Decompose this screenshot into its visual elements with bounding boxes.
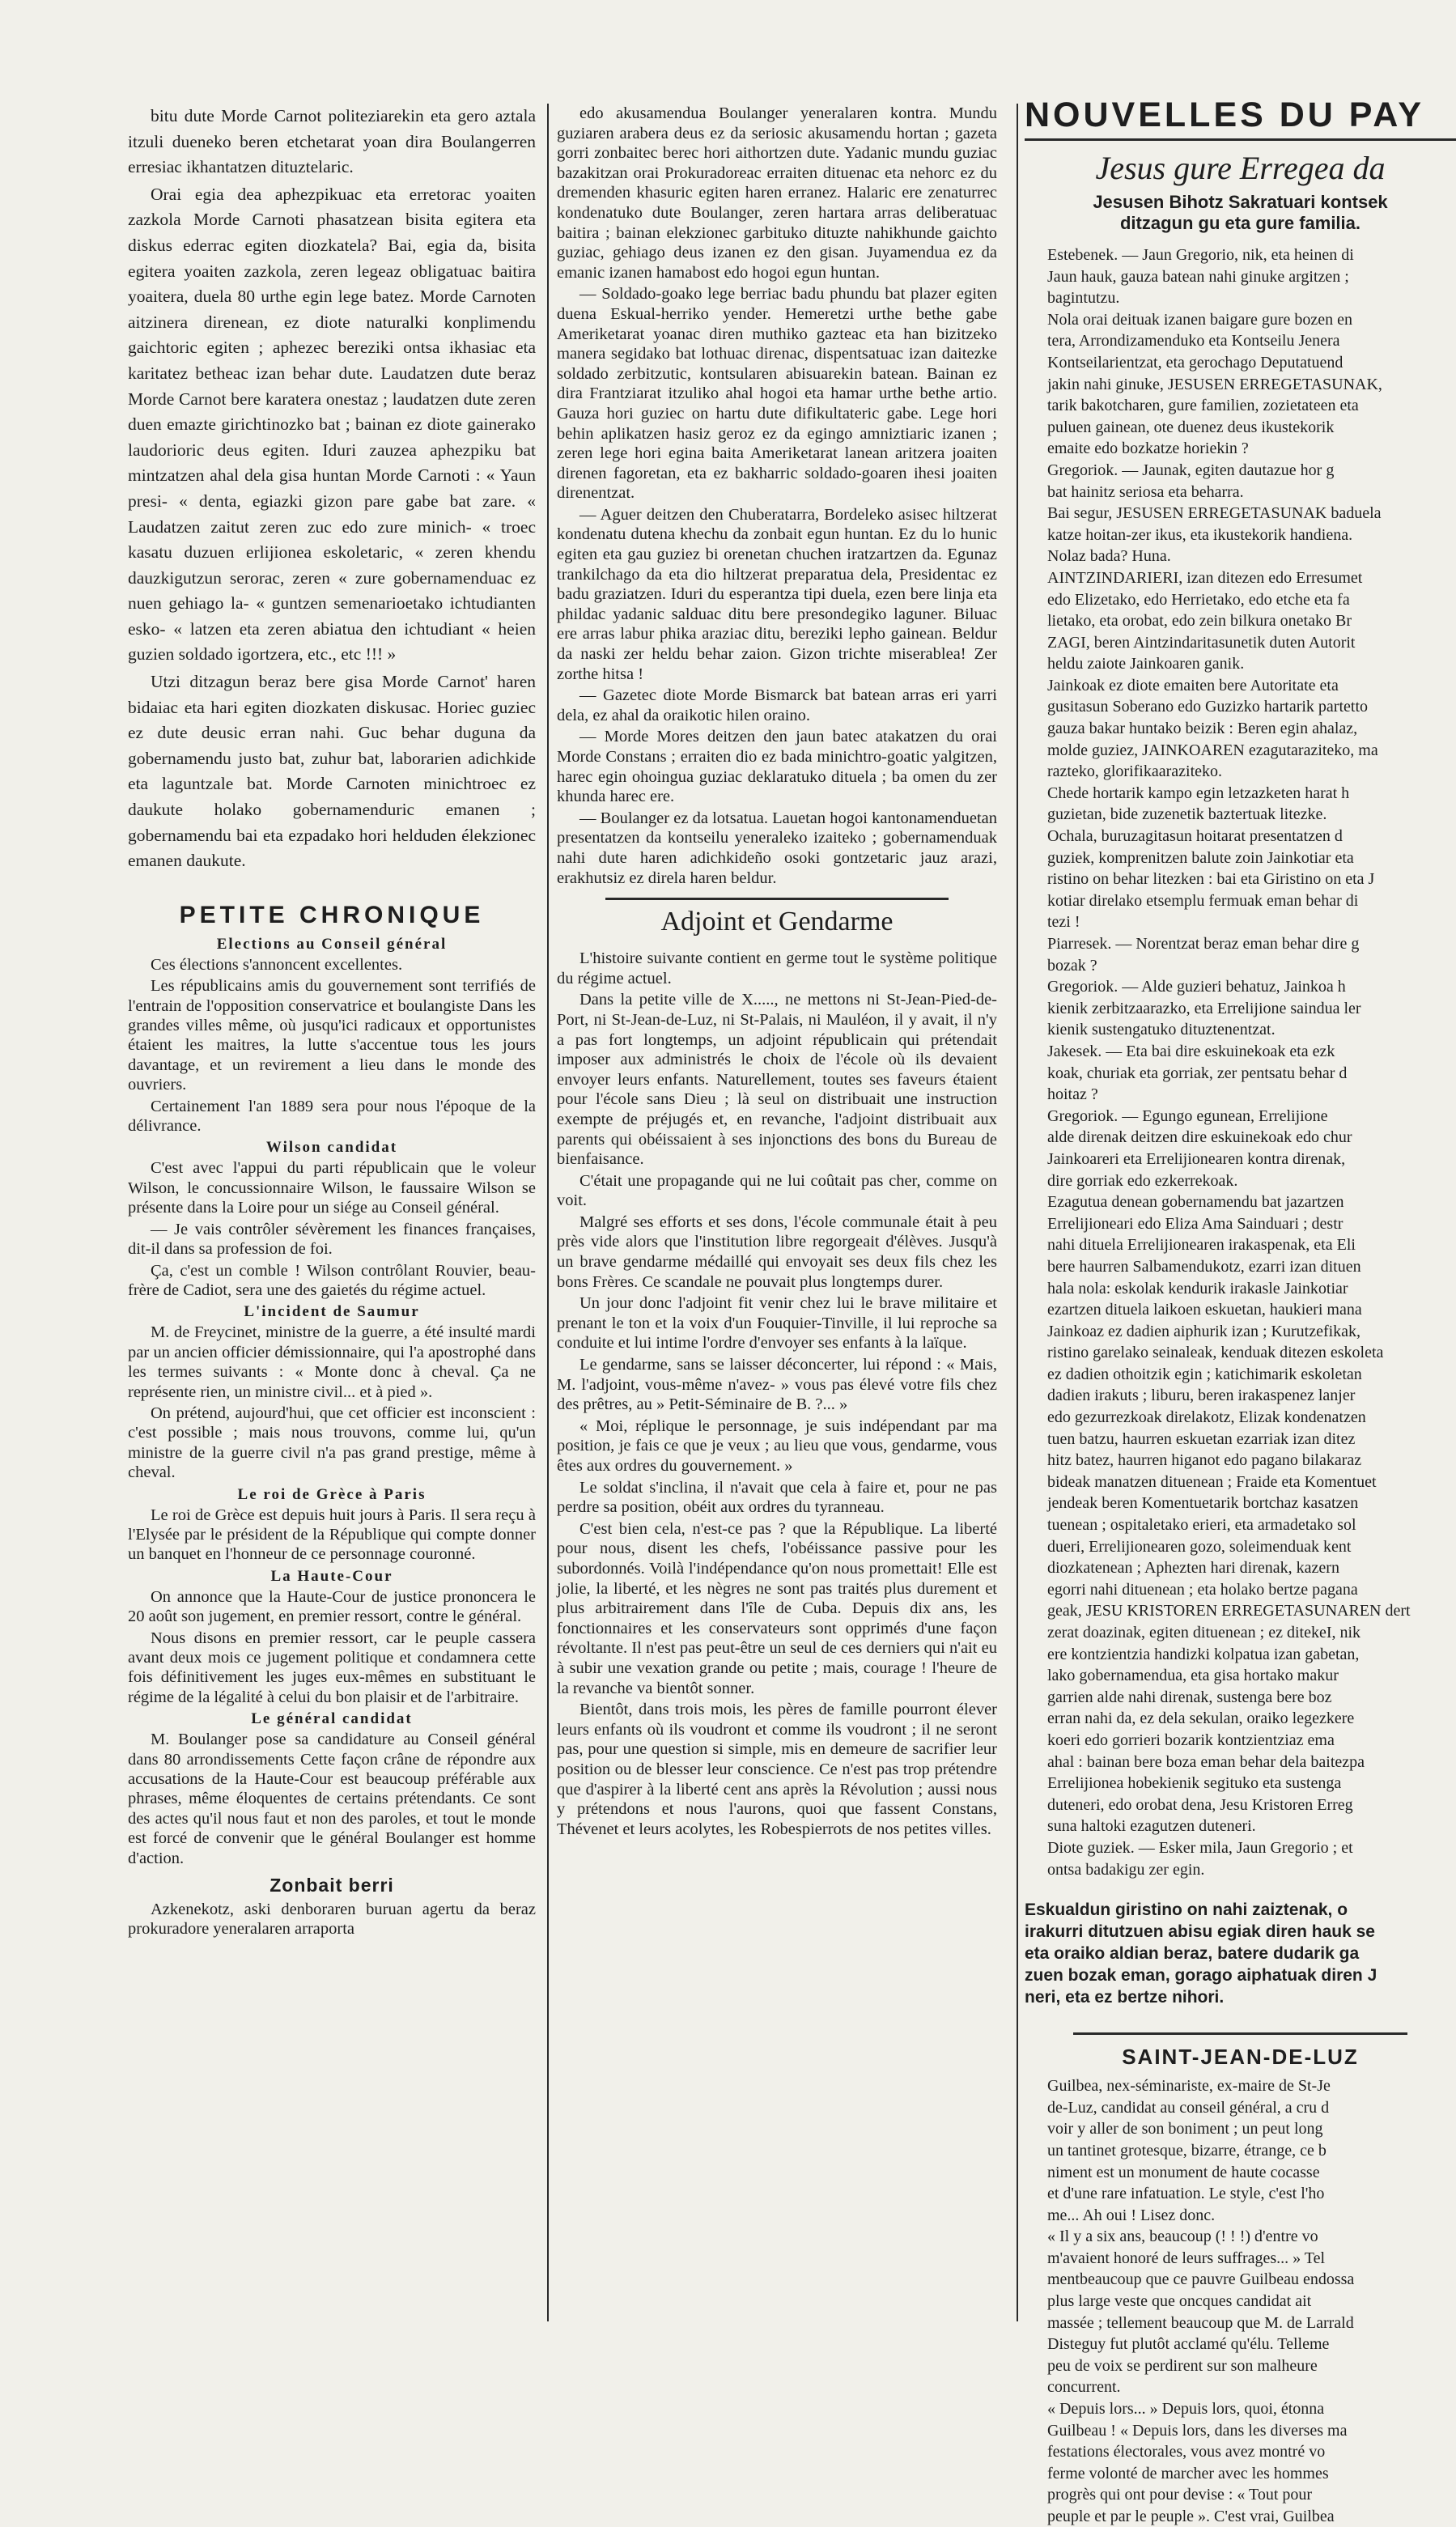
text-line: Chede hortarik kampo egin letzazketen harat h (1047, 784, 1350, 802)
text-line: massée ; tellement beaucoup que M. de Larrald (1047, 2313, 1354, 2332)
text-line: ristino garelako seinaleak, kenduak ditezen eskoleta (1047, 1344, 1384, 1362)
text-line: dire gorriak edo ezkerrekoak. (1047, 1171, 1238, 1190)
paragraph: Le soldat s'inclina, il n'avait que cela à faire et, pour ne pas perdre sa position, obéit aux ordres du tyranneau. (557, 1478, 997, 1517)
column-right (1025, 96, 1456, 2525)
text-line: progrès qui ont pour devise : « Tout pour (1047, 2486, 1313, 2504)
nouvelles-du-pays-banner: NOUVELLES DU PAY (1025, 96, 1456, 141)
text-line: jakin nahi ginuke, JESUSEN ERREGETASUNAK, (1047, 375, 1382, 393)
paragraph: — Boulanger ez da lotsatua. Lauetan hogoi kantonamenduetan presentatzen da kontseilu yeneraleko izaiteko ; gobernamenduak nahi dute haren adichkideño osoki gontzetaric jauz arazi, erakhutsiz ez direla haren beldur. (557, 809, 997, 887)
text-line: Nolaz bada? Huna. (1047, 547, 1171, 566)
section-heading: La Haute-Cour (270, 1567, 393, 1585)
section-divider (605, 898, 949, 900)
text-line: Jainkoak ez diote emaiten bere Autoritate eta (1047, 676, 1339, 694)
paragraph: Un jour donc l'adjoint fit venir chez lui le brave militaire et prenant le ton et la voix d'un Fouquier-Tinville, il lui reproche sa conduite et lui intime l'ordre d'envoyer ses enfants à la laïque. (557, 1294, 997, 1353)
text-line: tarik bakotcharen, gure familien, zozietateen eta (1047, 397, 1359, 415)
petite-chronique-title: PETITE CHRONIQUE (179, 901, 485, 928)
text-line: Gregoriok. — Jaunak, egiten dautazue hor g (1047, 461, 1335, 479)
text-line: garrien alde nahi direnak, sustenga bere boz (1047, 1688, 1332, 1706)
paragraph: Le roi de Grèce est depuis huit jours à Paris. Il sera reçu à l'Elysée par le président de la République qui compte donner un banquet en l'honneur de ce personnage couronné. (128, 1506, 536, 1564)
paragraph: — Aguer deitzen den Chuberatarra, Bordeleko asisec hiltzerat kondenatu dutena khechu da zonbait egun huntan. Ez du lo hunic egiten eta gau guziez bi orenetan chuchen iratzartzen da. Egunaz trankilchago da eta dio hiltzerat preparatua dela, Presidentac ez badu graziatzen. Iduri du esperantza tipi duela, ezen bere linja eta phildac yadanic salduac ditu bere presondegiko laguner. Biluac ere arras labur phika araziac ditu, bereziki lepho gainean. Beldur da naski zer heldu behar zaion. Gizon trichte miserablea! Zer zorthe hitsa ! (557, 505, 997, 683)
jesus-title: Jesus gure Erregea da (1095, 150, 1386, 186)
paragraph: C'est bien cela, n'est-ce pas ? que la République. La liberté pour nous, disent les chefs, l'obéissance passive pour les subordonnés. Voilà l'indépendance qu'on nous promettait! Elle est jolie, la liberté, et les nègres ne sont pas traités plus durement et plus arbitrairement dans l'île de Cuba. Depuis dix ans, les fonctionnaires et les conservateurs sont opprimés d'une façon révoltante. Il n'est pas peut-être un seul de ces derniers qui n'ait eu à subir une vexation grande ou petite ; mais, courage ! l'heure de la revanche va bientôt sonner. (557, 1519, 997, 1697)
paragraph: — Je vais contrôler sévèrement les finances françaises, dit-il dans sa profession de foi. (128, 1220, 536, 1259)
text-line: ristino on behar litezken : bai eta Giristino on eta J (1047, 870, 1375, 889)
text-line: emaite edo bozkatze horiekin ? (1047, 440, 1249, 458)
text-line: kienik zerbitzaarazko, eta Errelijione saindua ler (1047, 999, 1361, 1017)
text-line: Estebenek. — Jaun Gregorio, nik, eta heinen di (1047, 246, 1354, 264)
text-line: Jaun hauk, gauza batean nahi ginuke argitzen ; (1047, 267, 1349, 286)
text-line: et d'une rare infatuation. Le style, c'est l'ho (1047, 2185, 1325, 2203)
section-heading: Elections au Conseil général (216, 935, 448, 953)
text-line: dueri, Errelijionearen gozo, soleimenduak kent (1047, 1537, 1352, 1556)
text-line: Nola orai deituak izanen baigare gure bozen en (1047, 310, 1353, 329)
text-line: Errelijionea hobekienik segituko eta sustenga (1047, 1774, 1342, 1793)
text-line: tuen batzu, haurren eskuetan ezarriak izan ditez (1047, 1429, 1356, 1448)
zonbait-berri-title: Zonbait berri (270, 1875, 394, 1896)
text-line: ZAGI, beren Aintzindaritasunetik duten Autorit (1047, 633, 1356, 652)
text-line: voir y aller de son boniment ; un peut long (1047, 2120, 1323, 2138)
paragraph: bitu dute Morde Carnot politeziarekin eta gero aztala itzuli dueneko beren etchetarat yoan dira Boulangerren erresiac ikhantatzen dituztelaric. (128, 106, 536, 177)
text-line: tuenean ; ospitaletako erieri, eta armadetako sol (1047, 1516, 1356, 1535)
column-rule-right (1017, 104, 1018, 2321)
column-middle (557, 104, 997, 2338)
text-line: Piarresek. — Norentzat beraz eman behar dire g (1047, 935, 1360, 953)
text-line: alde direnak deitzen dire eskuinekoak edo chur (1047, 1128, 1352, 1147)
paragraph: Bientôt, dans trois mois, les pères de famille pourront élever leurs enfants où ils voudront et comme ils voudront ; il ne seront pas, pour une question si simple, mis en demeure de sacrifier leur position ou de blesser leur conscience. Ce n'est pas trop prétendre que d'aspirer à la liberté cent ans après la Révolution ; aussi nous y prétendons et nous l'aurons, quoi que fassent Constans, Thévenet et leurs acolytes, les Robespierrots de nos petites villes. (557, 1701, 997, 1838)
paragraph: Utzi ditzagun beraz bere gisa Morde Carnot' haren bidaiac eta hari egiten diozkaten diskusac. Horiec guziec ez dute deusic erran nahi. Guc behar duguna da gobernamendu justo bat, zuhur bat, laborarien adichkide eta laguntzale bat. Morde Carnoten minichtroec ez daukute holako gobernamenduric emanen ; gobernamendu bai eta ezpadako hori helduden élekzioneс emanen daukute. (128, 672, 536, 871)
text-line: m'avaient honoré de leurs suffrages... » Tel (1047, 2249, 1326, 2267)
text-line: erran nahi da, ez dela sekulan, oraiko legezkere (1047, 1709, 1355, 1728)
text-line: razteko, glorifikaaraziteko. (1047, 762, 1222, 781)
text-line: Jainkoaz ez dadien aiphurik izan ; Kurutzefikak, (1047, 1322, 1361, 1340)
text-line: Jainkoareri eta Errelijionearen kontra direnak, (1047, 1149, 1346, 1168)
text-line: « Il y a six ans, beaucoup (! ! !) d'entre vo (1047, 2228, 1318, 2246)
text-line: guzietan, bide zuzenetik baztertuak litezke. (1047, 805, 1327, 824)
text-line: egorri nahi dituenean ; eta holako bertze pagana (1047, 1580, 1358, 1599)
section-heading: L'incident de Saumur (244, 1303, 420, 1321)
text-line: edo gezurrezkoak direlakotz, Elizak kondenatzen (1047, 1408, 1366, 1427)
paragraph: Ça, c'est un comble ! Wilson contrôlant Rouvier, beau-frère de Cadiot, sera une des gaietés du régime actuel. (128, 1261, 536, 1299)
text-line: molde guziez, JAINKOAREN ezagutaraziteko, ma (1047, 741, 1378, 759)
text-line: niment est un monument de haute cocasse (1047, 2163, 1320, 2181)
text-line: nahi dituela Errelijionearen irakaspenak, eta Eli (1047, 1236, 1356, 1255)
text-line: ontsa badakigu zer egin. (1047, 1860, 1205, 1879)
text-line: ezartzen dituela laikoen eskuetan, haukieri mana (1047, 1301, 1362, 1319)
text-line: bideak manatzen dituenean ; Fraide eta Komentuet (1047, 1472, 1377, 1491)
text-line: « Depuis lors... » Depuis lors, quoi, étonna (1047, 2400, 1325, 2419)
text-line: Gregoriok. — Egungo egunean, Errelijione (1047, 1106, 1328, 1125)
text-line: koeri edo gorrieri bozarik kontzientziaz ema (1047, 1731, 1335, 1749)
text-line: Jakesek. — Eta bai dire eskuinekoak eta ezk (1047, 1042, 1335, 1060)
paragraph: L'histoire suivante contient en germe tout le système politique du régime actuel. (557, 949, 997, 987)
text-line: festations électorales, vous avez montré vo (1047, 2443, 1326, 2461)
text-line: hala nola: eskolak kendurik irakasle Jainkotiar (1047, 1279, 1348, 1297)
text-line: hitz batez, haurren higanot edo pagano bilakaraz (1047, 1451, 1362, 1470)
text-line: AINTZINDARIERI, izan ditezen edo Erresumet (1047, 568, 1363, 587)
text-line: ferme volonté de marcher avec les hommes (1047, 2464, 1329, 2482)
column-rule-left (547, 104, 549, 2321)
paragraph: edo akusamendua Boulanger yeneralaren kontra. Mundu guziaren arabera deus ez da seriosic akusamendu hortan ; gazeta gorri zonbaitec berec hori aithortzen dute. Yadanic mundu guziac bazakitzan orai Prokuradoreac erraiten dituenac eta nehorc ez du dremenden khasuric egiten haren erranez. Halaric ere zenaturrec kondenatuko dute Boulanger, zeren hartara arras deliberatuac baitira ; bainan elekzionec garbituko dituzte nahikhunde gaichto guziac, gehiago deus izanen ez den gisan. Juyamendua ez da emanic izanen hamabost edo hogoi egun huntan. (557, 104, 997, 282)
text-line: puluen gainean, ote duenez deus ikustekorik (1047, 418, 1335, 436)
text-line: ere kontzientzia handizki kolpatua izan gabetan, (1047, 1645, 1360, 1663)
text-line: de-Luz, candidat au conseil général, a cru d (1047, 2098, 1330, 2117)
text-line: Kontseilarientzat, eta gerochago Deputatuend (1047, 353, 1344, 372)
text-line: Bai segur, JESUSEN ERREGETASUNAK baduela (1047, 504, 1382, 523)
paragraph: M. Boulanger pose sa candidature au Conseil général dans 80 arrondissements Cette façon crâne de répondre aux accusations de la Haute-Cour est beaucoup préférable aux phrases, même éloquentes de certains prétendants. Ce sont des actes qu'il nous faut et non des paroles, et tout le monde est forcé de convenir que le général Boulanger est homme d'action. (128, 1731, 536, 1867)
text-line: zerat doazinak, egiten dituenean ; ez ditekeI, nik (1047, 1624, 1361, 1641)
paragraph: — Morde Mores deitzen den jaun batec atakatzen du orai Morde Constans ; erraiten dio ez bada minichtro-goatic yalgitzen, harec egin ohoingua guziac deklaratuko dituela ; ba omen du zer khunda harec ere. (557, 728, 997, 806)
text-line: tezi ! (1047, 913, 1080, 932)
saint-jean-de-luz-text (1025, 2076, 1456, 2526)
paragraph: — Soldado-goako lege berriac badu phundu bat plazer egiten duena Eskual-herriko yender. Hemeretzi urthe bethe gabe Ameriketarat yoanac diren muthiko gazteac eta han bizitzeko manera segidako bat lothuac direnac, dispentsatuac izan daitezke soldado zerbitzutic, kontsularen abisuarekin batean. Bainan ez dira Frantziarat itzuliko ahal hogoi eta hamar urthe bethe artio. Gauza hori guziec on hartu dute difikultateric gabe. Lege hori behin aplikatzen hasiz geroz ez da egingo amniztiaric izanen ; zeren lege hori egina baita Ameriketarat lanean aritzera joaiten direnen fagoretan, eta ez bakharric soldado-goaren ihesi joaiten direnentzat. (557, 285, 997, 503)
text-line: mentbeaucoup que ce pauvre Guilbeau endossa (1047, 2270, 1355, 2289)
section-heading: Wilson candidat (265, 1139, 398, 1157)
jesus-subtitle: Jesusen Bihotz Sakratuari kontsek ditzagun gu eta gure familia. (1093, 192, 1388, 233)
saint-jean-de-luz-title: SAINT-JEAN-DE-LUZ (1122, 2045, 1359, 2070)
paragraph: Azkenekotz, aski denboraren buruan agertu da beraz prokuradore yeneralaren arraporta (128, 1901, 536, 1939)
text-line: edo Elizetako, edo Herrietako, edo etche eta fa (1047, 590, 1350, 609)
text-line: Disteguy fut plutôt acclamé qu'élu. Telleme (1047, 2335, 1330, 2354)
text-line: gusitasun Soberano edo Guzizko hartarik partetto (1047, 698, 1368, 716)
text-line: diozkatenean ; Aphezten hari direnak, kazern (1047, 1559, 1339, 1578)
paragraph: Ces élections s'annoncent excellentes. (151, 955, 403, 974)
text-line: Guilbeau ! « Depuis lors, dans les diverses ma (1047, 2421, 1348, 2440)
paragraph: C'est avec l'appui du parti républicain que le voleur Wilson, le concussionnaire Wilson, le faussaire Wilson se présente dans la Loire pour un siége au Conseil général. (128, 1159, 536, 1217)
text-line: Ezagutua denean gobernamendu bat jazartzen (1047, 1193, 1344, 1212)
adjoint-gendarme-title: Adjoint et Gendarme (660, 907, 894, 937)
basque-lead-article (128, 104, 536, 874)
text-line: bozak ? (1047, 956, 1097, 975)
petite-chronique (128, 936, 536, 1939)
paragraph: Nous disons en premier ressort, car le peuple cassera avant deux mois ce jugement politique et condamnera cette fois définitivement les juges eux-mêmes en substituant le régime de la légalité à celui du bon plaisir et de l'arbitraire. (128, 1629, 536, 1706)
paragraph: On prétend, aujourd'hui, que cet officier est inconscient : c'est possible ; mais nous trouvons, comme lui, qu'un ministre de la guerre civil n'a pas grand prestige, même à cheval. (128, 1404, 536, 1482)
section-divider (1073, 2032, 1407, 2035)
text-line: Ochala, buruzagitasun hoitarat presentatzen d (1047, 827, 1343, 846)
paragraph: Le gendarme, sans se laisser déconcerter, lui répond : « Mais, M. l'adjoint, vous-même n'avez- » vous pas élevé votre fils chez des prêtres, au » Petit-Séminaire de B. ?... » (557, 1356, 997, 1414)
text-line: Diote guziek. — Esker mila, Jaun Gregorio ; et (1047, 1838, 1353, 1857)
paragraph: C'était une propagande qui ne lui coûtait pas cher, comme on voit. (557, 1171, 997, 1210)
paragraph: Certainement l'an 1889 sera pour nous l'époque de la délivrance. (128, 1097, 536, 1136)
dialogue-text (1025, 245, 1456, 1879)
paragraph: « Moi, réplique le personnage, je suis indépendant par ma position, je fais ce que je veux ; au lieu que vous, gendarme, vous êtes aux ordres du gouvernement. » (557, 1416, 997, 1475)
paragraph: Orai egia dea aphezpikuac eta erretorac yoaiten zazkola Morde Carnoti phasatzean bisita egitera eta diskus ederrac egiten diozkatela? Bai, egia da, bisita egitera yoaiten zazkola, zeren legeaz obligatuac baitira yoaitera, duela 80 urthe egin lege batez. Morde Carnoten aitzinera direnean, ez diote naturalki konplimendu gaichtoric egiten ; aphezec bereziki ontsa ikhasiac eta karitatez betheac izan behar dute. Laudatzen dute beraz Morde Carnot bere karatera onestaz ; laudatzen dute zeren duen emazte girichtinozko bat ; bainan ez diote gainerako laudorioric deus egiten. Iduri zauzea aphezpiku bat mintzatzen ahal dela gisa huntan Morde Carnoti : « Yaun presi- « denta, egiazki gizon pare gabe bat zare. « Laudatzen zaitut zeren zuc edo zure minich- « troec kasatu duzuen erlijionea eskoletaric, « zeren khendu dauzkigutzun serorac, zeren « zure gobernamenduac ez nuen gehiago la- « guntzen semenarioetako ichtudianten esko- « latzen eta zeren abiatua den ichtudiant « heien guzien soldado igortzera, etc., etc !!! » (128, 184, 536, 665)
text-line: kotiar direlako etsemplu fermuak eman behar di (1047, 891, 1359, 910)
text-line: kienik sustengatuko dituztenentzat. (1047, 1021, 1276, 1039)
column-left (128, 104, 536, 2338)
paragraph: Malgré ses efforts et ses dons, l'école communale était à peu près vide alors que l'institution libre regorgeait d'élèves. Jusqu'à un brave gendarme médaillé qui envoyait ses deux fils chez les bons Frères. Ce scandale ne pouvait plus longtemps durer. (557, 1213, 997, 1291)
paragraph: On annonce que la Haute-Cour de justice prononcera le 20 août son jugement, en premier ressort, contre le général. (128, 1587, 536, 1626)
paragraph: — Gazetec diote Morde Bismarck bat batean arras eri yarri dela, ez ahal da oraikotic hilen oraino. (557, 686, 997, 724)
text-line: me... Ah oui ! Lisez donc. (1047, 2206, 1216, 2224)
text-line: Gregoriok. — Alde guzieri behatuz, Jainkoa h (1047, 978, 1346, 996)
text-line: katze hoitan-zer ikus, eta ikustekorik handiena. (1047, 525, 1353, 544)
paragraph: Les républicains amis du gouvernement sont terrifiés de l'entrain de l'opposition conservatrice et boulangiste Dans les grandes villes même, où jusqu'ici radicaux et opportunistes étaient les maitres, la lutte s'accentue tous les jours davantage, et un revirement a lieu dans le monde des ouvriers. (128, 977, 536, 1094)
text-line: bere haurren Salbamendukotz, ezarri izan dituen (1047, 1257, 1361, 1276)
text-line: bagintutzu. (1047, 289, 1120, 308)
text-line: Guilbea, nex-séminariste, ex-maire de St-Je (1047, 2077, 1331, 2096)
text-line: geak, JESU KRISTOREN ERREGETASUNAREN dert (1047, 1602, 1411, 1620)
text-line: plus large veste que oncques candidat ait (1047, 2292, 1312, 2311)
text-line: jendeak beren Komentuetarik bortchaz kasatzen (1047, 1494, 1359, 1513)
section-heading: Le général candidat (251, 1710, 413, 1728)
text-line: guziek, komprenitzen balute zoin Jainkotiar eta (1047, 848, 1354, 867)
text-line: hoitaz ? (1047, 1085, 1098, 1104)
exhortation-paragraph: Eskualdun giristino on nahi zaiztenak, o irakurri ditutzuen abisu egiak diren hauk se eta oraiko aldian beraz, batere dudarik ga zuen bozak eman, gorago aiphatuak diren J neri, eta ez bertze nihori. (1025, 1901, 1377, 2007)
text-line: peu de voix se perdirent sur son malheure (1047, 2356, 1318, 2375)
text-line: lako gobernamendua, eta gisa hortako makur (1047, 1667, 1339, 1685)
text-line: lietako, eta orobat, edo zein bilkura onetako Br (1047, 612, 1352, 631)
text-line: peuple et par le peuple ». C'est vrai, Guilbea (1047, 2508, 1335, 2525)
paragraph: M. de Freycinet, ministre de la guerre, a été insulté mardi par un ancien officier démissionnaire, qui l'a apostrophé dans les termes suivants : « Monte donc à cheval. Ça ne représente rien, un ministre civil... et à pied ». (128, 1323, 536, 1401)
text-line: ahal : bainan bere boza eman behar dela baitezpa (1047, 1752, 1365, 1771)
text-line: suna haltoki ezagutzen duteneri. (1047, 1817, 1256, 1836)
text-line: dadien irakuts ; liburu, beren irakaspenez lanjer (1047, 1387, 1356, 1405)
text-line: Errelijioneari edo Eliza Ama Sainduari ; destr (1047, 1214, 1344, 1233)
text-line: koak, churiak eta gorriak, zer pentsatu behar d (1047, 1064, 1348, 1082)
text-line: bat hainitz seriosa eta beharra. (1047, 482, 1244, 501)
text-line: heldu zaiote Jainkoaren ganik. (1047, 655, 1245, 673)
text-line: un tantinet grotesque, bizarre, étrange, ce b (1047, 2141, 1327, 2160)
text-line: tera, Arrondizamenduko eta Kontseilu Jenera (1047, 332, 1340, 350)
section-heading: Le roi de Grèce à Paris (237, 1485, 427, 1503)
text-line: concurrent. (1047, 2378, 1121, 2397)
paragraph: Dans la petite ville de X....., ne mettons ni St-Jean-Pied-de-Port, ni St-Jean-de-Luz, ni St-Palais, ni Mauléon, il y avait, il n'y a pas fort longtemps, un adjoint républicain qui prétendait imposer aux administrés le choix de l'école où ils devaient envoyer leurs enfants. Naturellement, toutes ses faveurs étaient pour l'école sans Dieu ; là seul on distribuait une instruction exempte de préjugés et, en revanche, l'adjoint distribuait aux parents qui obéissaient à ses injonctions des bons du Bureau de bienfaisance. (557, 991, 997, 1169)
text-line: ez dadien othoitzik egin ; katichimarik eskoletan (1047, 1365, 1362, 1383)
text-line: gauza bakar huntako beizik : Beren egin ahalaz, (1047, 720, 1358, 738)
text-line: duteneri, edo orobat dena, Jesu Kristoren Erreg (1047, 1795, 1353, 1814)
